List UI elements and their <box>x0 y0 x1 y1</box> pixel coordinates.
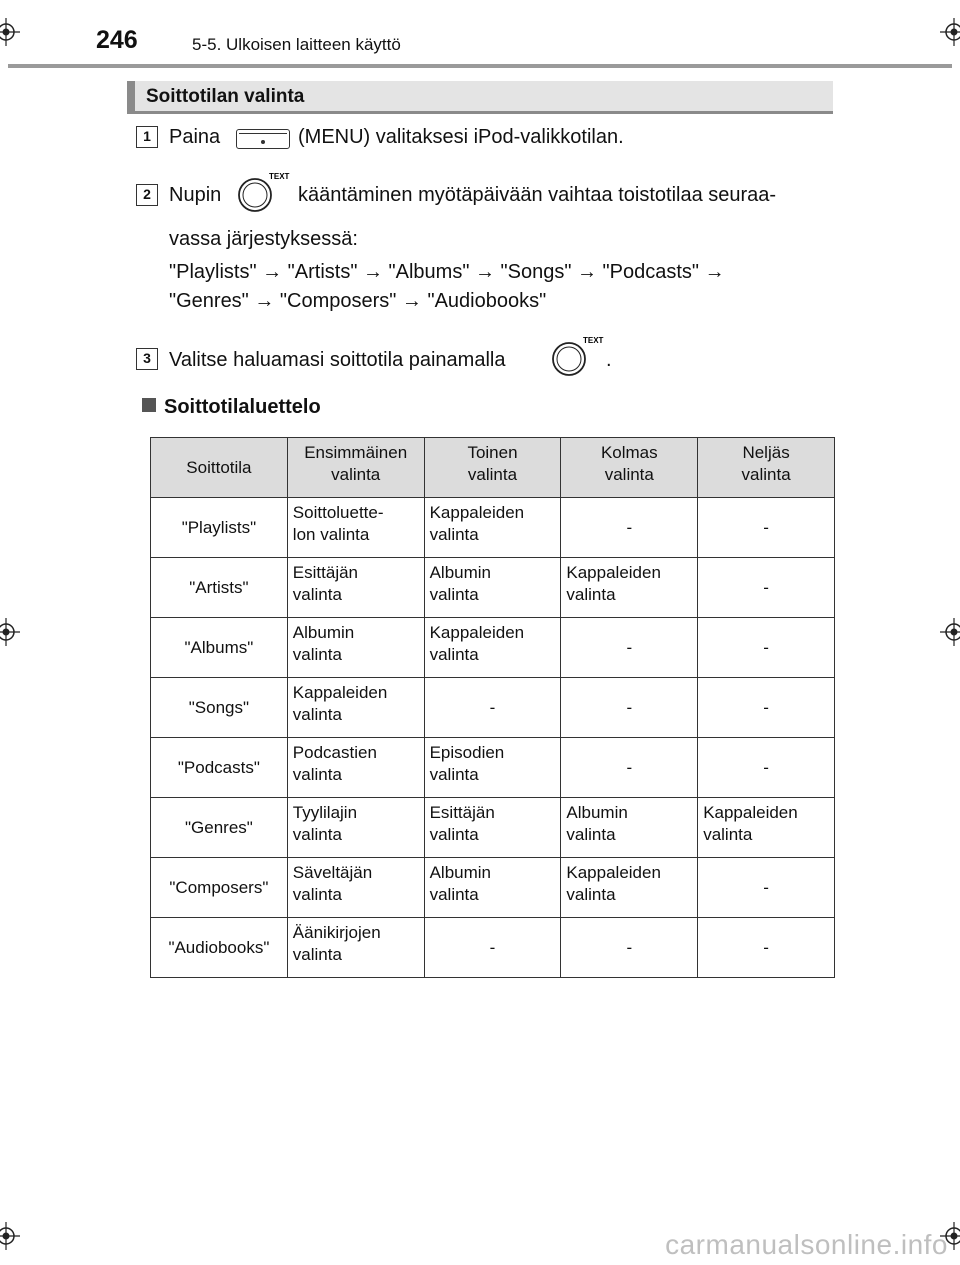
registration-mark-icon <box>940 18 960 46</box>
step-2-text-line2: vassa järjestyksessä: <box>169 228 358 250</box>
table-cell: - <box>561 618 698 678</box>
table-cell: - <box>698 558 835 618</box>
header-divider <box>8 64 952 68</box>
table-cell: Esittäjän valinta <box>424 798 561 858</box>
step-2-text-line3: "Playlists" → "Artists" → "Albums" → "Songs" → "Podcasts" → <box>169 261 725 283</box>
table-cell: - <box>424 678 561 738</box>
table-cell: "Songs" <box>151 678 288 738</box>
table-cell: - <box>698 498 835 558</box>
tune-knob-icon <box>550 334 606 380</box>
registration-mark-icon <box>0 618 20 646</box>
registration-mark-icon <box>0 18 20 46</box>
table-cell: Kappaleiden valinta <box>561 858 698 918</box>
table-cell: Soittoluette- lon valinta <box>287 498 424 558</box>
table-cell: "Audiobooks" <box>151 918 288 978</box>
table-cell: - <box>698 918 835 978</box>
table-cell: Äänikirjojen valinta <box>287 918 424 978</box>
table-cell: - <box>561 738 698 798</box>
table-row <box>151 558 835 618</box>
table-cell: Kappaleiden valinta <box>424 618 561 678</box>
watermark: carmanualsonline.info <box>665 1229 948 1260</box>
step-1-text-before: Paina <box>169 126 221 148</box>
table-row <box>151 678 835 738</box>
table-row <box>151 618 835 678</box>
registration-mark-icon <box>940 618 960 646</box>
table-cell: - <box>561 918 698 978</box>
square-bullet-icon <box>142 398 156 412</box>
table-cell: - <box>698 858 835 918</box>
table-cell: - <box>424 918 561 978</box>
table-cell: Kappaleiden valinta <box>698 798 835 858</box>
table-cell: Podcastien valinta <box>287 738 424 798</box>
page-number: 246 <box>96 26 138 54</box>
table-cell: - <box>561 498 698 558</box>
table-cell: Säveltäjän valinta <box>287 858 424 918</box>
column-header: Ensimmäinen valinta <box>287 438 424 498</box>
column-header: Toinen valinta <box>424 438 561 498</box>
subsection-heading <box>142 396 321 419</box>
table-cell: Albumin valinta <box>424 558 561 618</box>
step-2-text-before: Nupin <box>169 184 222 206</box>
subsection-title: Soittotilaluettelo <box>164 396 321 418</box>
table-cell: "Albums" <box>151 618 288 678</box>
table-row <box>151 918 835 978</box>
step-number-3: 3 <box>136 348 158 370</box>
column-header: Kolmas valinta <box>561 438 698 498</box>
table-cell: "Playlists" <box>151 498 288 558</box>
table-row <box>151 858 835 918</box>
table-header-row <box>151 438 835 498</box>
table-row <box>151 498 835 558</box>
step-3-text-after: . <box>606 349 612 371</box>
step-2-text-after: kääntäminen myötäpäivään vaihtaa toistotilaa seuraa- <box>298 184 777 206</box>
table-cell: Kappaleiden valinta <box>561 558 698 618</box>
mode-table <box>150 437 835 978</box>
table-cell: Albumin valinta <box>561 798 698 858</box>
table-cell: Albumin valinta <box>424 858 561 918</box>
table-cell: "Artists" <box>151 558 288 618</box>
table-cell: Kappaleiden valinta <box>287 678 424 738</box>
table-cell: "Composers" <box>151 858 288 918</box>
table-cell: "Podcasts" <box>151 738 288 798</box>
step-1-text-after: (MENU) valitaksesi iPod-valikkotilan. <box>298 126 624 148</box>
section-heading: Soittotilan valinta <box>146 86 305 107</box>
tune-knob-icon <box>236 170 292 216</box>
table-row <box>151 798 835 858</box>
column-header: Neljäs valinta <box>698 438 835 498</box>
table-cell: - <box>698 618 835 678</box>
step-2-text-line4: "Genres" → "Composers" → "Audiobooks" <box>169 290 547 312</box>
table-cell: - <box>698 738 835 798</box>
registration-mark-icon <box>0 1222 20 1250</box>
knob-label: TEXT <box>583 336 604 345</box>
column-header: Soittotila <box>151 438 288 498</box>
step-number-2: 2 <box>136 184 158 206</box>
step-number-1: 1 <box>136 126 158 148</box>
table-cell: "Genres" <box>151 798 288 858</box>
section-title: 5-5. Ulkoisen laitteen käyttö <box>192 35 401 54</box>
table-row <box>151 738 835 798</box>
menu-button-icon <box>236 129 290 149</box>
knob-label: TEXT <box>269 172 290 181</box>
table-cell: Esittäjän valinta <box>287 558 424 618</box>
section-heading-bar <box>127 81 833 114</box>
table-cell: Tyylilajin valinta <box>287 798 424 858</box>
table-cell: - <box>561 678 698 738</box>
table-cell: Albumin valinta <box>287 618 424 678</box>
step-3-text-before: Valitse haluamasi soittotila painamalla <box>169 349 506 371</box>
table-cell: Episodien valinta <box>424 738 561 798</box>
table-cell: Kappaleiden valinta <box>424 498 561 558</box>
table-cell: - <box>698 678 835 738</box>
